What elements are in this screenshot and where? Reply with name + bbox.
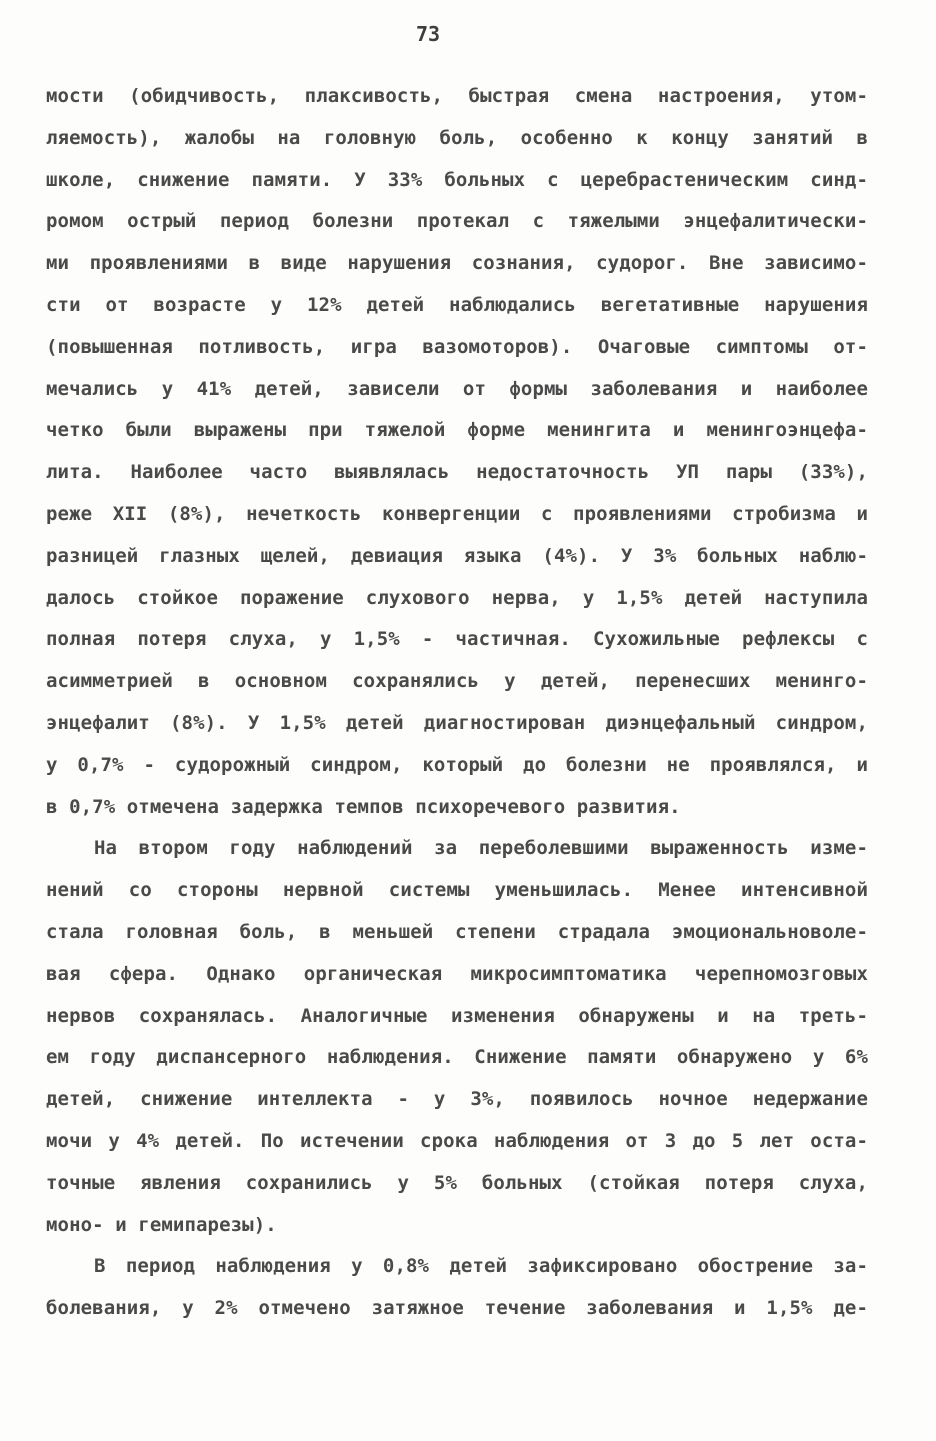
text-line: (повышенная потливость, игра вазомоторов). Очаговые симптомы от-	[46, 335, 868, 358]
text-line: мечались у 41% детей, зависели от формы заболевания и наиболее	[46, 377, 868, 400]
text-line: На втором году наблюдений за переболевшими выраженность изме-	[94, 837, 868, 860]
text-line: в 0,7% отмечена задержка темпов психоречевого развития.	[46, 795, 681, 818]
text-line: школе, снижение памяти. У 33% больных с церебрастеническим синд-	[46, 168, 868, 191]
body-text	[46, 76, 868, 1330]
text-line: моно- и гемипарезы).	[46, 1213, 277, 1236]
text-line: стала головная боль, в меньшей степени страдала эмоциональноволе-	[46, 920, 868, 943]
text-line: нений со стороны нервной системы уменьшилась. Менее интенсивной	[46, 879, 868, 902]
text-line: ем году диспансерного наблюдения. Снижение памяти обнаружено у 6%	[46, 1046, 868, 1069]
text-line: сти от возрасте у 12% детей наблюдались вегетативные нарушения	[46, 293, 868, 316]
text-line: энцефалит (8%). У 1,5% детей диагностирован диэнцефальный синдром,	[46, 711, 868, 734]
text-line: нервов сохранялась. Аналогичные изменения обнаружены и на треть-	[46, 1004, 868, 1027]
text-line: далось стойкое поражение слухового нерва, у 1,5% детей наступила	[46, 586, 868, 609]
text-line: асимметрией в основном сохранялись у детей, перенесших менинго-	[46, 670, 868, 693]
paragraph-1	[46, 76, 868, 828]
text-line: вая сфера. Однако органическая микросимптоматика черепномозговых	[46, 962, 868, 985]
page-number: 73	[415, 22, 441, 46]
text-line: полная потеря слуха, у 1,5% - частичная. Сухожильные рефлексы с	[46, 628, 868, 651]
text-line: ромом острый период болезни протекал с тяжелыми энцефалитически-	[46, 210, 868, 233]
text-line: ляемость), жалобы на головную боль, особенно к концу занятий в	[46, 126, 868, 149]
text-line: четко были выражены при тяжелой форме менингита и менингоэнцефа-	[46, 419, 868, 442]
text-line: реже XII (8%), нечеткость конвергенции с проявлениями стробизма и	[46, 502, 868, 525]
text-line: лита. Наиболее часто выявлялась недостаточность УП пары (33%),	[46, 461, 868, 484]
paragraph-2	[46, 828, 868, 1246]
text-line: мости (обидчивость, плаксивость, быстрая смена настроения, утом-	[46, 85, 868, 107]
text-line: у 0,7% - судорожный синдром, который до болезни не проявлялся, и	[46, 753, 868, 776]
text-line: точные явления сохранились у 5% больных (стойкая потеря слуха,	[46, 1171, 868, 1194]
text-line: разницей глазных щелей, девиация языка (4%). У 3% больных наблю-	[46, 544, 868, 567]
paragraph-3	[46, 1246, 868, 1330]
text-line: болевания, у 2% отмечено затяжное течение заболевания и 1,5% де-	[46, 1297, 868, 1320]
text-line: ми проявлениями в виде нарушения сознания, судорог. Вне зависимо-	[46, 252, 868, 275]
text-line: мочи у 4% детей. По истечении срока наблюдения от 3 до 5 лет оста-	[46, 1129, 868, 1152]
text-line: В период наблюдения у 0,8% детей зафиксировано обострение за-	[94, 1255, 868, 1278]
text-line: детей, снижение интеллекта - у 3%, появилось ночное недержание	[46, 1088, 868, 1111]
